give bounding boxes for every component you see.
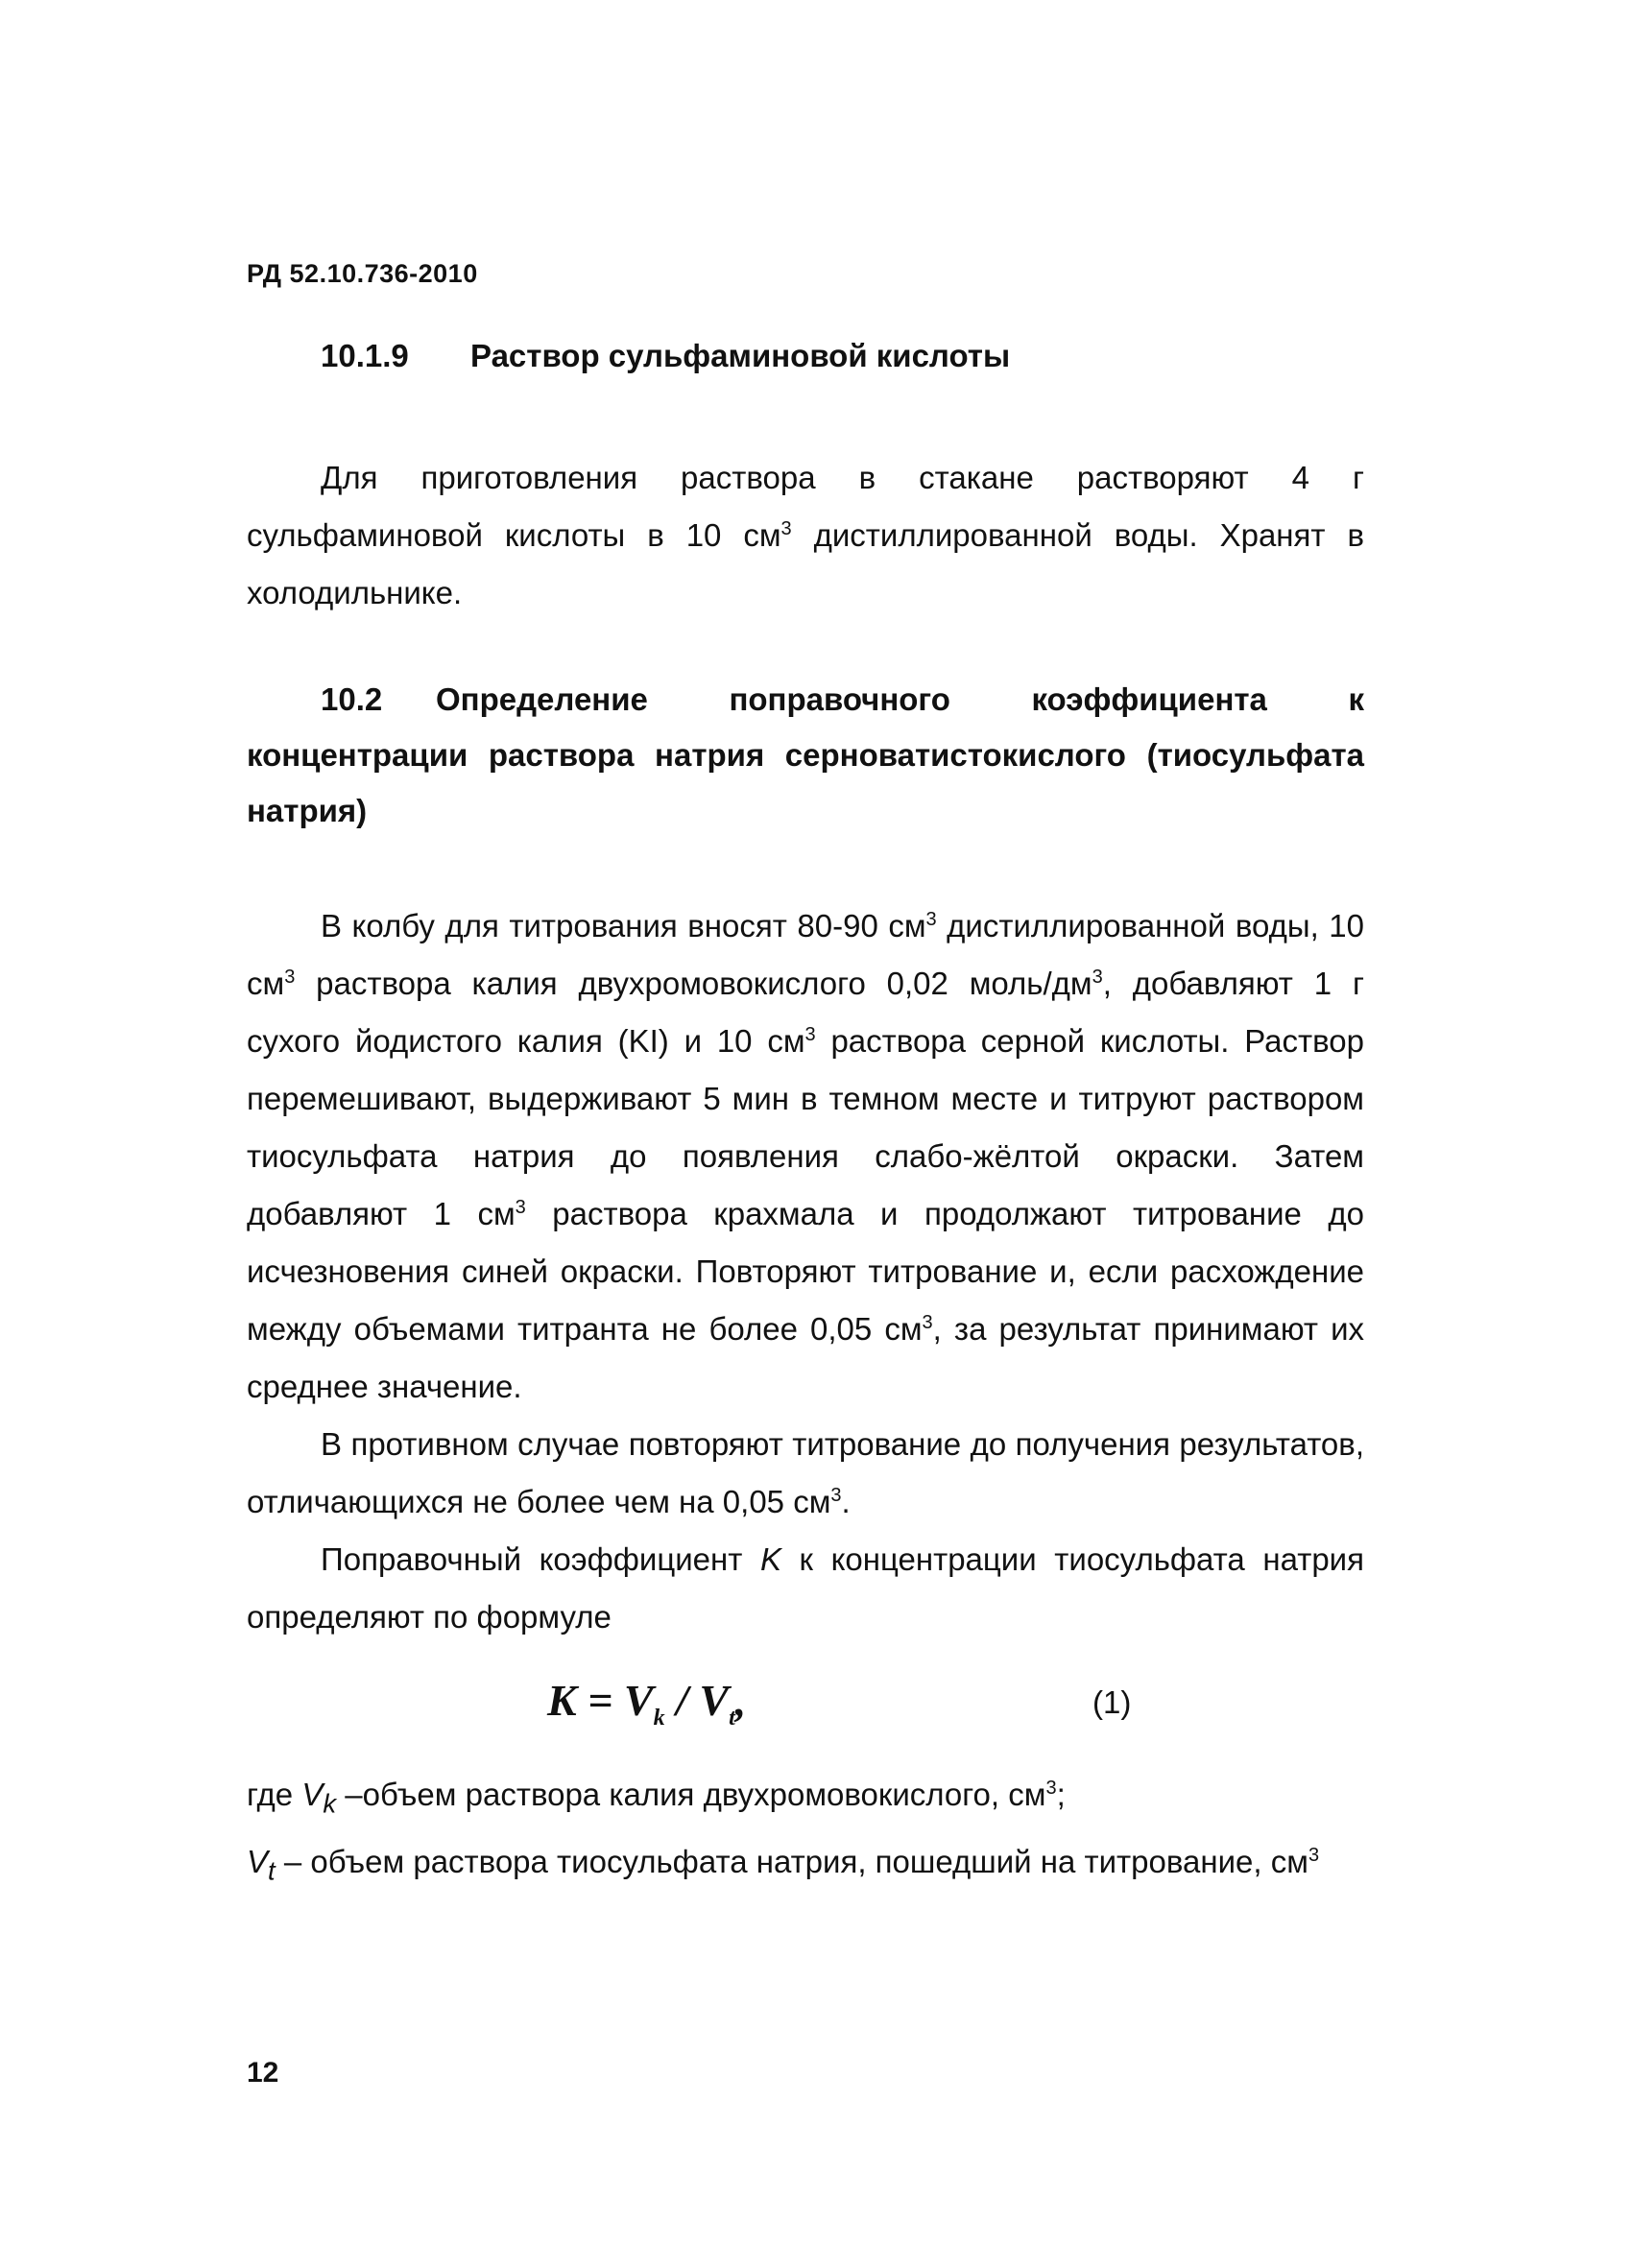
section-10-1-9-heading bbox=[321, 328, 1377, 384]
formula-1: $K = V_k / V_t$, bbox=[547, 1676, 747, 1731]
legend-vk: где $V_k$ –объем раствора калия двухромовокислого, $см^3$; bbox=[247, 1777, 1066, 1819]
paragraph-titration: В колбу для титрования вносят 80-90 $см^3$ дистиллированной воды, 10 $см^3$ раствора калия двухромовокислого 0,02 моль/$дм^3$, добавляют 1 г сухого йодистого калия (KI) и 10 $см^3$ раствора серной кислоты. Раствор перемешивают, выдерживают 5 мин в темном месте и титруют раствором тиосульфата натрия до появления слабо-жёлтой окраски. Затем добавляют 1 $см^3$ раствора крахмала и продолжают титрование до исчезновения синей окраски. Повторяют титрование и, если расхождение между объемами титранта не более 0,05 $см^3$, за результат принимают их среднее значение. bbox=[247, 908, 1365, 1404]
section-number: 10.2 bbox=[321, 681, 383, 717]
paragraph-coefficient: Поправочный коэффициент K к концентрации тиосульфата натрия определяют по формуле bbox=[247, 1541, 1364, 1635]
paragraph: Для приготовления раствора в стакане растворяют 4 г сульфаминовой кислоты в 10 $см^3$ дистиллированной воды. Хранят в холодильнике. bbox=[247, 460, 1364, 610]
section-title: Раствор сульфаминовой кислоты bbox=[470, 338, 1011, 373]
document-code: РД 52.10.736-2010 bbox=[247, 259, 478, 288]
section-10-2-body bbox=[247, 897, 1364, 1646]
legend-vt: $V_t$ – объем раствора тиосульфата натрия, пошедший на титрование, $см^3$ bbox=[247, 1843, 1320, 1886]
formula-legend bbox=[247, 1766, 1364, 1899]
section-10-1-9-body bbox=[247, 449, 1364, 622]
formula-number: (1) bbox=[1092, 1684, 1132, 1720]
section-number: 10.1.9 bbox=[321, 338, 409, 373]
section-10-2-heading bbox=[247, 672, 1364, 839]
section-title: Определение поправочного коэффициента к концентрации раствора натрия серноватистокислого (тиосульфата натрия) bbox=[247, 681, 1364, 828]
page-number: 12 bbox=[247, 2057, 279, 2089]
paragraph-otherwise: В противном случае повторяют титрование до получения результатов, отличающихся не более чем на 0,05 $см^3$. bbox=[247, 1426, 1364, 1519]
